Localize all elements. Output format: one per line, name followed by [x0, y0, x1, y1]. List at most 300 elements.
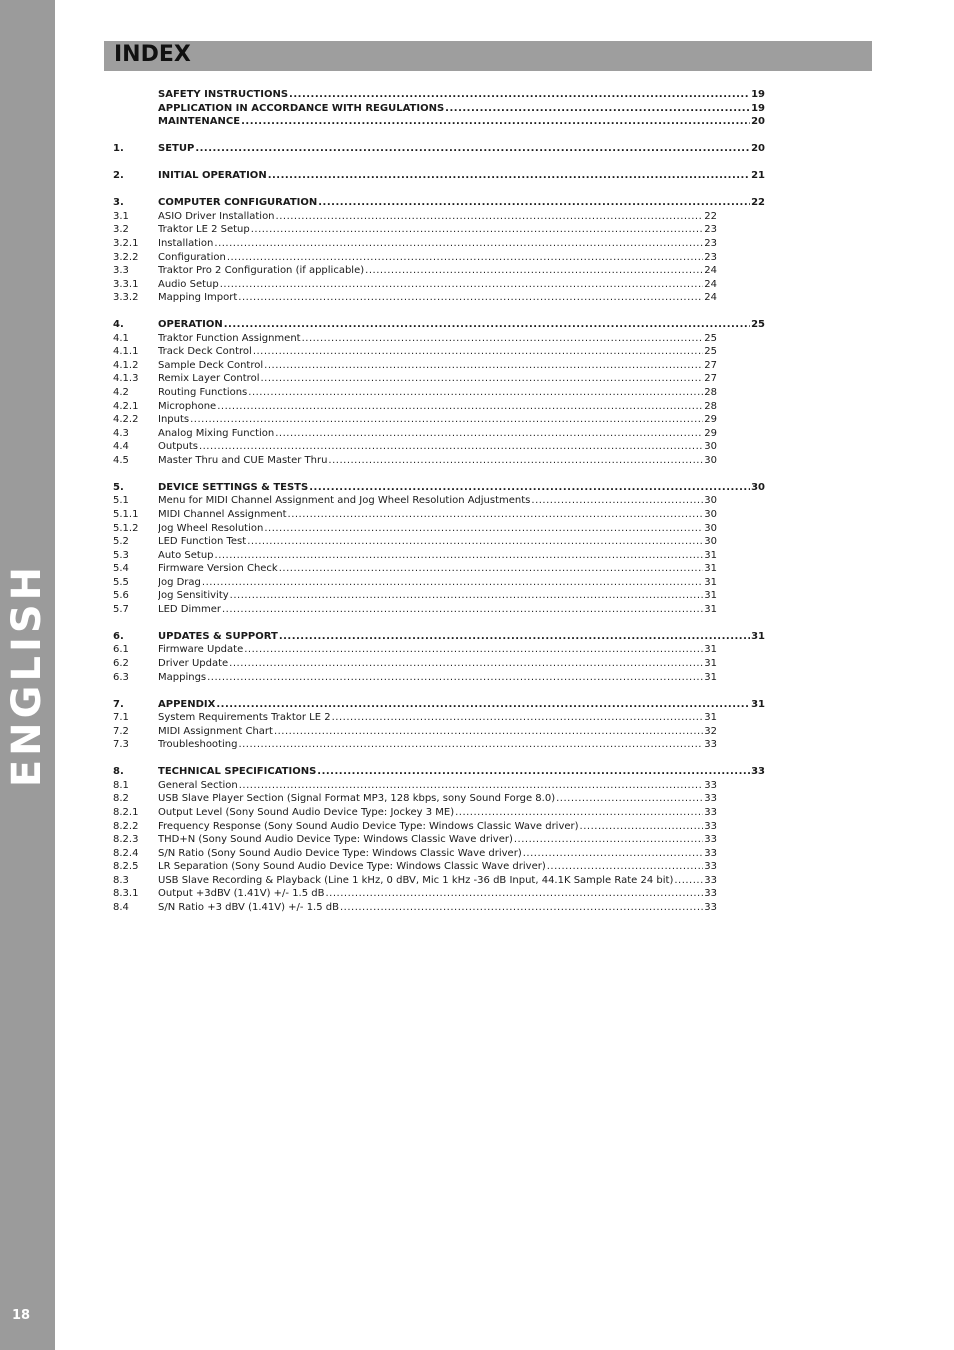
toc-entry-title: APPENDIX — [158, 698, 216, 710]
dot-leader — [230, 589, 704, 603]
toc-entry-title: Traktor LE 2 Setup — [158, 224, 250, 236]
toc-entry-number: 3.3.2 — [113, 292, 139, 304]
toc-entry-line — [158, 223, 717, 237]
toc-entry — [113, 115, 765, 129]
toc-entry-line — [158, 251, 717, 265]
toc-entry-line — [158, 874, 717, 888]
dot-leader — [190, 413, 703, 427]
toc-entry-line — [158, 494, 717, 508]
toc-entry-number: 3.1 — [113, 210, 129, 222]
toc-entry-line — [158, 264, 717, 278]
dot-leader — [326, 887, 704, 901]
dot-leader — [251, 223, 704, 237]
toc-entry-line — [158, 278, 717, 292]
toc-entry-page: 29 — [704, 414, 717, 426]
toc-entry — [113, 765, 765, 779]
toc-entry-page: 25 — [704, 346, 717, 358]
toc-entry-page: 32 — [704, 725, 717, 737]
toc-entry — [113, 806, 765, 820]
toc-entry-title: Mapping Import — [158, 292, 238, 304]
dot-leader — [674, 874, 703, 888]
toc-entry-number: 7. — [113, 698, 124, 710]
toc-entry-page: 25 — [704, 332, 717, 344]
toc-entry-number: 3.2 — [113, 224, 129, 236]
toc-entry-number: 5.7 — [113, 603, 129, 615]
toc-entry — [113, 779, 765, 793]
dot-leader — [244, 643, 703, 657]
toc-entry-page: 33 — [704, 888, 717, 900]
toc-entry-page: 31 — [704, 563, 717, 575]
dot-leader — [253, 345, 703, 359]
toc-entry-number: 8.2.5 — [113, 861, 139, 873]
toc-entry-page: 31 — [704, 576, 717, 588]
dot-leader — [523, 847, 704, 861]
toc-entry-number: 7.3 — [113, 739, 129, 751]
toc-entry-title: S/N Ratio (Sony Sound Audio Device Type: Windows Classic Wave driver) — [158, 847, 522, 859]
toc-entry-page: 31 — [704, 549, 717, 561]
toc-entry — [113, 413, 765, 427]
dot-leader — [214, 237, 703, 251]
toc-entry-title: Outputs — [158, 441, 198, 453]
toc-entry-number: 5.6 — [113, 590, 129, 602]
toc-entry-line — [158, 210, 717, 224]
toc-entry-number: 5.1.2 — [113, 522, 139, 534]
dot-leader — [302, 332, 704, 346]
toc-entry-page: 33 — [704, 820, 717, 832]
toc-entry-title: THD+N (Sony Sound Audio Device Type: Windows Classic Wave driver) — [158, 834, 513, 846]
toc-entry-page: 31 — [704, 712, 717, 724]
toc-entry-number: 3. — [113, 197, 124, 209]
toc-entry-line — [158, 454, 717, 468]
toc-entry-title: Traktor Function Assignment — [158, 332, 301, 344]
toc-entry-title: Troubleshooting — [158, 739, 238, 751]
toc-entry-title: USB Slave Recording & Playback (Line 1 kHz, 0 dBV, Mic 1 kHz -36 dB Input, 44.1K Sample Rate 24 bit) — [158, 874, 674, 886]
toc-entry-number: 8.2.4 — [113, 847, 139, 859]
toc-entry-number: 6.3 — [113, 671, 129, 683]
toc-entry-number: 8.4 — [113, 901, 129, 913]
dot-leader — [239, 779, 704, 793]
dot-leader — [238, 291, 703, 305]
toc-entry-number: 5.2 — [113, 536, 129, 548]
dot-leader — [531, 494, 703, 508]
toc-entry-number: 4.2 — [113, 387, 129, 399]
toc-entry-page: 28 — [704, 387, 717, 399]
toc-entry-number: 5.1 — [113, 495, 129, 507]
toc-entry — [113, 522, 765, 536]
toc-entry-line — [158, 738, 717, 752]
toc-entry-line — [158, 142, 765, 156]
toc-entry — [113, 792, 765, 806]
toc-entry-title: LED Function Test — [158, 536, 247, 548]
toc-entry-number: 8.1 — [113, 779, 129, 791]
toc-entry-page: 31 — [704, 590, 717, 602]
dot-leader — [241, 115, 750, 129]
dot-leader — [580, 820, 704, 834]
dot-leader — [195, 142, 750, 156]
toc-entry — [113, 210, 765, 224]
toc-entry-line — [158, 887, 717, 901]
toc-entry-title: Output +3dBV (1.41V) +/- 1.5 dB — [158, 888, 325, 900]
toc-entry-title: General Section — [158, 779, 238, 791]
toc-entry-title: Master Thru and CUE Master Thru — [158, 454, 328, 466]
toc-entry — [113, 318, 765, 332]
toc-entry-line — [158, 549, 717, 563]
toc-entry-number: 4.4 — [113, 441, 129, 453]
toc-entry-page: 33 — [704, 834, 717, 846]
toc-entry — [113, 169, 765, 183]
toc-entry-line — [158, 535, 717, 549]
toc-entry-number: 4.3 — [113, 427, 129, 439]
toc-entry — [113, 508, 765, 522]
toc-entry-line — [158, 413, 717, 427]
toc-entry-line — [158, 345, 717, 359]
toc-entry-number: 8.3 — [113, 874, 129, 886]
toc-entry-line — [158, 88, 765, 102]
dot-leader — [215, 549, 704, 563]
toc-entry-number: 8.2.3 — [113, 834, 139, 846]
toc-entry-number: 6.2 — [113, 657, 129, 669]
toc-entry-number: 4. — [113, 319, 124, 331]
toc-entry — [113, 332, 765, 346]
toc-entry-page: 30 — [704, 508, 717, 520]
toc-entry-page: 24 — [704, 278, 717, 290]
dot-leader — [276, 210, 704, 224]
toc-entry — [113, 400, 765, 414]
dot-leader — [455, 806, 703, 820]
toc-entry-line — [158, 671, 717, 685]
sidebar — [0, 0, 55, 1350]
toc-entry — [113, 562, 765, 576]
toc-entry — [113, 345, 765, 359]
toc-entry-number: 5.4 — [113, 563, 129, 575]
toc-entry — [113, 847, 765, 861]
toc-entry-page: 30 — [704, 454, 717, 466]
toc-entry-number: 8.2.2 — [113, 820, 139, 832]
toc-entry-number: 4.1.3 — [113, 373, 139, 385]
toc-entry — [113, 440, 765, 454]
toc-entry-line — [158, 603, 717, 617]
toc-entry-title: MIDI Assignment Chart — [158, 725, 273, 737]
toc-entry-number: 4.1.1 — [113, 346, 139, 358]
toc-entry — [113, 901, 765, 915]
toc-entry-number: 2. — [113, 170, 124, 182]
toc-entry-title: MIDI Channel Assignment — [158, 508, 287, 520]
toc-entry-page: 29 — [704, 427, 717, 439]
toc-entry-title: Menu for MIDI Channel Assignment and Jog Wheel Resolution Adjustments — [158, 495, 531, 507]
dot-leader — [260, 372, 703, 386]
dot-leader — [220, 278, 704, 292]
toc-entry-line — [158, 372, 717, 386]
toc-entry-line — [158, 562, 717, 576]
toc-entry — [113, 576, 765, 590]
dot-leader — [279, 630, 750, 644]
dot-leader — [289, 88, 750, 102]
toc-entry-title: OPERATION — [158, 319, 223, 331]
toc-entry-page: 30 — [751, 481, 765, 493]
toc-entry-title: DEVICE SETTINGS & TESTS — [158, 481, 309, 493]
toc-entry-title: Track Deck Control — [158, 346, 252, 358]
toc-entry-page: 33 — [751, 766, 765, 778]
toc-entry-number: 3.3.1 — [113, 278, 139, 290]
toc-entry-title: Frequency Response (Sony Sound Audio Device Type: Windows Classic Wave driver) — [158, 820, 579, 832]
toc-entry — [113, 711, 765, 725]
toc-entry-title: S/N Ratio +3 dBV (1.41V) +/- 1.5 dB — [158, 901, 339, 913]
title-bar — [104, 41, 872, 71]
toc-entry-line — [158, 318, 765, 332]
toc-entry — [113, 359, 765, 373]
toc-entry-number: 7.1 — [113, 712, 129, 724]
dot-leader — [207, 671, 703, 685]
toc-entry — [113, 454, 765, 468]
toc-entry — [113, 603, 765, 617]
toc-entry — [113, 88, 765, 102]
dot-leader — [229, 657, 703, 671]
toc-entry — [113, 589, 765, 603]
toc-entry-page: 33 — [704, 793, 717, 805]
dot-leader — [317, 765, 750, 779]
toc-entry-line — [158, 806, 717, 820]
dot-leader — [556, 792, 703, 806]
toc-entry-title: Jog Wheel Resolution — [158, 522, 264, 534]
toc-entry-line — [158, 657, 717, 671]
toc-entry-number: 5. — [113, 481, 124, 493]
toc-entry — [113, 725, 765, 739]
toc-entry-page: 19 — [751, 102, 765, 114]
toc-entry-line — [158, 779, 717, 793]
toc-entry-page: 23 — [704, 238, 717, 250]
toc-entry-title: LR Separation (Sony Sound Audio Device Type: Windows Classic Wave driver) — [158, 861, 546, 873]
toc-entry-line — [158, 765, 765, 779]
toc-entry-number: 4.1 — [113, 332, 129, 344]
toc-entry-title: Output Level (Sony Sound Audio Device Type: Jockey 3 ME) — [158, 806, 455, 818]
toc-entry-page: 22 — [751, 197, 765, 209]
dot-leader — [365, 264, 703, 278]
toc-entry-line — [158, 115, 765, 129]
toc-entry-number: 4.1.2 — [113, 359, 139, 371]
toc-entry-title: ASIO Driver Installation — [158, 210, 275, 222]
toc-entry-title: Remix Layer Control — [158, 373, 260, 385]
toc-entry-line — [158, 169, 765, 183]
toc-entry-page: 31 — [751, 698, 765, 710]
toc-entry-title: UPDATES & SUPPORT — [158, 630, 278, 642]
toc-entry-line — [158, 522, 717, 536]
page-number: 18 — [12, 1308, 31, 1323]
toc-entry-title: USB Slave Player Section (Signal Format MP3, 128 kbps, sony Sound Forge 8.0) — [158, 793, 556, 805]
toc-entry — [113, 102, 765, 116]
toc-entry — [113, 196, 765, 210]
toc-entry-page: 24 — [704, 292, 717, 304]
toc-entry-number: 4.2.2 — [113, 414, 139, 426]
toc-entry-title: Jog Drag — [158, 576, 201, 588]
toc-entry-number: 4.5 — [113, 454, 129, 466]
dot-leader — [217, 400, 703, 414]
dot-leader — [264, 522, 703, 536]
toc-entry — [113, 494, 765, 508]
toc-entry — [113, 251, 765, 265]
toc-entry-number: 3.3 — [113, 265, 129, 277]
toc-entry-page: 30 — [704, 522, 717, 534]
toc-entry-page: 20 — [751, 143, 765, 155]
toc-entry-page: 33 — [704, 806, 717, 818]
toc-entry-title: LED Dimmer — [158, 603, 221, 615]
table-of-contents — [113, 88, 765, 914]
toc-entry-line — [158, 698, 765, 712]
toc-entry-page: 33 — [704, 779, 717, 791]
toc-entry-page: 30 — [704, 441, 717, 453]
toc-entry-line — [158, 440, 717, 454]
dot-leader — [279, 562, 704, 576]
toc-entry-title: SETUP — [158, 143, 195, 155]
dot-leader — [328, 454, 703, 468]
toc-entry-number: 6. — [113, 630, 124, 642]
toc-entry-line — [158, 291, 717, 305]
dot-leader — [318, 196, 750, 210]
toc-entry-number: 5.1.1 — [113, 508, 139, 520]
toc-entry-page: 20 — [751, 116, 765, 128]
dot-leader — [514, 833, 703, 847]
toc-entry-page: 33 — [704, 901, 717, 913]
toc-entry-title: Configuration — [158, 251, 226, 263]
toc-entry-page: 19 — [751, 89, 765, 100]
dot-leader — [288, 508, 704, 522]
toc-entry — [113, 237, 765, 251]
toc-entry — [113, 481, 765, 495]
toc-entry-line — [158, 332, 717, 346]
toc-entry-title: Microphone — [158, 400, 217, 412]
toc-entry-number: 8.2 — [113, 793, 129, 805]
toc-entry-page: 27 — [704, 373, 717, 385]
toc-entry-title: Jog Sensitivity — [158, 590, 229, 602]
toc-entry — [113, 698, 765, 712]
toc-entry-number: 8.3.1 — [113, 888, 139, 900]
toc-entry-title: Driver Update — [158, 657, 229, 669]
toc-entry-title: Mappings — [158, 671, 207, 683]
toc-entry — [113, 833, 765, 847]
toc-entry-line — [158, 386, 717, 400]
toc-entry — [113, 278, 765, 292]
toc-entry — [113, 549, 765, 563]
toc-entry-title: Routing Functions — [158, 387, 248, 399]
dot-leader — [268, 169, 750, 183]
dot-leader — [547, 860, 704, 874]
toc-entry-page: 27 — [704, 359, 717, 371]
toc-entry — [113, 874, 765, 888]
toc-entry-line — [158, 508, 717, 522]
toc-entry-line — [158, 901, 717, 915]
toc-entry-line — [158, 102, 765, 116]
toc-entry-page: 30 — [704, 495, 717, 507]
toc-entry — [113, 630, 765, 644]
toc-entry-line — [158, 630, 765, 644]
toc-entry-page: 31 — [751, 630, 765, 642]
dot-leader — [247, 535, 703, 549]
toc-entry-line — [158, 481, 765, 495]
toc-entry-page: 25 — [751, 319, 765, 331]
toc-entry-title: Audio Setup — [158, 278, 219, 290]
toc-entry-number: 5.3 — [113, 549, 129, 561]
toc-entry-line — [158, 576, 717, 590]
toc-entry-line — [158, 196, 765, 210]
toc-entry-number: 3.2.2 — [113, 251, 139, 263]
dot-leader — [264, 359, 703, 373]
toc-entry — [113, 820, 765, 834]
toc-entry-page: 33 — [704, 739, 717, 751]
toc-entry-number: 8. — [113, 766, 124, 778]
dot-leader — [227, 251, 703, 265]
toc-entry — [113, 535, 765, 549]
toc-entry — [113, 671, 765, 685]
toc-entry-page: 30 — [704, 536, 717, 548]
toc-entry-line — [158, 711, 717, 725]
toc-entry-number: 1. — [113, 143, 124, 155]
toc-entry-title: Installation — [158, 238, 214, 250]
toc-entry — [113, 386, 765, 400]
toc-entry-title: Inputs — [158, 414, 190, 426]
dot-leader — [238, 738, 703, 752]
toc-entry — [113, 372, 765, 386]
toc-entry-number: 3.2.1 — [113, 238, 139, 250]
toc-entry-page: 33 — [704, 847, 717, 859]
toc-entry-line — [158, 237, 717, 251]
dot-leader — [340, 901, 703, 915]
toc-entry-number: 6.1 — [113, 644, 129, 656]
dot-leader — [222, 603, 703, 617]
toc-entry-title: Sample Deck Control — [158, 359, 264, 371]
toc-entry-line — [158, 833, 717, 847]
toc-entry-line — [158, 589, 717, 603]
toc-entry — [113, 142, 765, 156]
toc-entry-line — [158, 643, 717, 657]
toc-entry — [113, 860, 765, 874]
toc-entry-title: APPLICATION IN ACCORDANCE WITH REGULATIONS — [158, 102, 445, 114]
toc-entry-title: SAFETY INSTRUCTIONS — [158, 89, 289, 100]
dot-leader — [275, 427, 703, 441]
toc-entry-number: 4.2.1 — [113, 400, 139, 412]
toc-entry-number: 8.2.1 — [113, 806, 139, 818]
toc-entry — [113, 427, 765, 441]
toc-entry-number: 5.5 — [113, 576, 129, 588]
toc-entry-line — [158, 860, 717, 874]
dot-leader — [216, 698, 750, 712]
toc-entry-page: 31 — [704, 657, 717, 669]
toc-entry — [113, 223, 765, 237]
dot-leader — [224, 318, 750, 332]
toc-entry — [113, 291, 765, 305]
toc-entry — [113, 264, 765, 278]
toc-entry-number: 7.2 — [113, 725, 129, 737]
toc-entry-line — [158, 847, 717, 861]
toc-entry-title: Analog Mixing Function — [158, 427, 275, 439]
toc-entry-line — [158, 725, 717, 739]
toc-entry-title: Firmware Version Check — [158, 563, 278, 575]
toc-entry-title: Traktor Pro 2 Configuration (if applicable) — [158, 265, 365, 277]
toc-entry-page: 33 — [704, 861, 717, 873]
toc-entry-title: Firmware Update — [158, 644, 244, 656]
dot-leader — [445, 102, 750, 116]
toc-entry-title: TECHNICAL SPECIFICATIONS — [158, 766, 317, 778]
toc-entry-page: 24 — [704, 265, 717, 277]
page-title: INDEX — [114, 42, 191, 67]
toc-entry-page: 23 — [704, 251, 717, 263]
language-label: ENGLISH — [4, 562, 50, 788]
toc-entry-title: System Requirements Traktor LE 2 — [158, 712, 331, 724]
toc-entry-line — [158, 820, 717, 834]
dot-leader — [332, 711, 704, 725]
toc-entry-page: 28 — [704, 400, 717, 412]
toc-entry — [113, 738, 765, 752]
dot-leader — [199, 440, 703, 454]
toc-entry-title: MAINTENANCE — [158, 116, 241, 128]
